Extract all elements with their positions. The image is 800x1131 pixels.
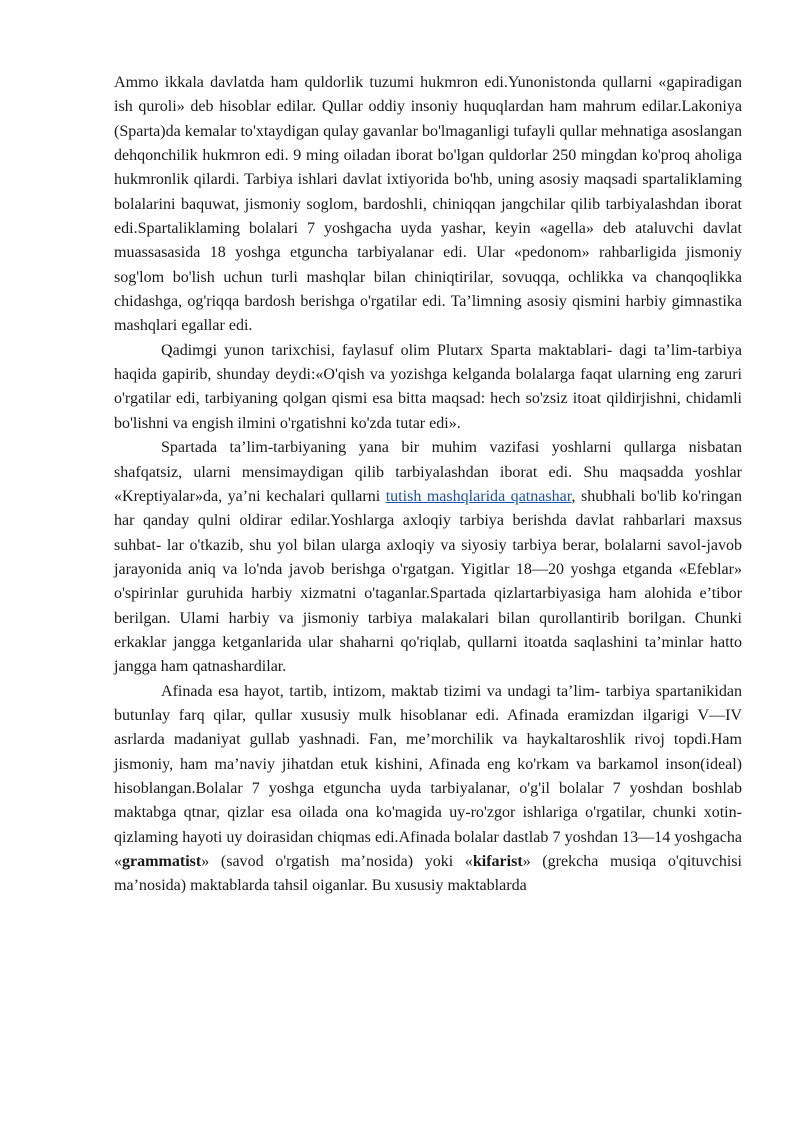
paragraph-3-text-start: Spartada ta’lim-tarbiyaning yana bir muhim vazifasi yoshlarni qullarga nisbatan shafqatsiz, ularni mensimaydigan qilib tarbiyalashdan iborat edi. Shu maqsadda yoshlar «Kreptiyalar»da, ya’ni kechalari qullarni	[114, 439, 742, 505]
grammatist-term: grammatist	[122, 853, 202, 870]
paragraph-4-text-middle: » (savod o'rgatish ma’nosida) yoki «	[201, 853, 473, 870]
paragraph-3	[114, 436, 742, 679]
paragraph-4-text-end: » (grekcha musiqa o'qituvchisi ma’nosida) maktablarda tahsil oiganlar. Bu xususiy maktablarda	[114, 853, 742, 895]
paragraph-4-text-start: Afinada esa hayot, tartib, intizom, maktab tizimi va undagi ta’lim- tarbiya spartanikidan butunlay farq qilar, qullar xususiy mulk hisoblanar edi. Afinada eramizdan ilgarigi V—IV asrlarda madaniyat gullab yashnadi. Fan, me’morchilik va haykaltaroshlik rivoj topdi.Ham jismoniy, ham ma’naviy jihatdan etuk kishini, Afinada eng ko'rkam va barkamol inson(ideal) hisoblangan.Bolalar 7 yoshga etguncha uyda tarbiyalanar, o'g'il bolalar 7 yoshdan boshlab maktabga qtnar, qizlar esa oilada ona ko'magida uy-ro'zgor ishlariga o'rgatilar, chunki xotin-qizlaming hayoti uy doirasidan chiqmas edi.Afinada bolalar dastlab 7 yoshdan 13—14 yoshgacha «	[114, 682, 742, 870]
tutish-mashqlarida-link[interactable]: tutish mashqlarida qatnashar	[385, 487, 572, 505]
document-page	[114, 71, 742, 899]
paragraph-1: Ammo ikkala davlatda ham quldorlik tuzumi hukmron edi.Yunonistonda qullarni «gapiradigan ish quroli» deb hisoblar edilar. Qullar oddiy insoniy huquqlardan ham mahrum edilar.Lakoniya (Sparta)da kemalar to'xtaydigan qulay gavanlar bo'lmaganligi tufayli qullar mehnatiga asoslangan dehqonchilik hukmron edi. 9 ming oiladan iborat bo'lgan quldorlar 250 mingdan ko'proq aholiga hukmronlik qilardi. Tarbiya ishlari davlat ixtiyorida bo'hb, uning asosiy maqsadi spartaliklaming bolalarini baquwat, jismoniy soglom, bardoshli, chiniqqan jangchilar qilib tarbiyalashdan iborat edi.Spartaliklaming bolalari 7 yoshgacha uyda yashar, keyin «agella» deb ataluvchi davlat muassasasida 18 yoshga etguncha tarbiyalanar edi. Ular «pedonom» rahbarligida jismoniy sog'lom bo'lish uchun turli mashqlar bilan chiniqtirilar, sovuqqa, ochlikka va chanqoqlikka chidashga, og'riqqa bardosh berishga o'rgatilar edi. Ta’limning asosiy qismini harbiy gimnastika mashqlari egallar edi.	[114, 74, 742, 335]
paragraph-3-text-end: , shubhali bo'lib ko'ringan har qanday qulni oldirar edilar.Yoshlarga axloqiy tarbiya berishda davlat rahbarlari maxsus suhbat- lar o'tkazib, shu yol bilan ularga axloqiy va siyosiy tarbiya berar, bolalarni savol-javob jarayonida aniq va lo'nda javob berishga o'rgatgan. Yigitlar 18—20 yoshga etganda «Efeblar» o'spirinlar guruhida harbiy xizmatni o'taganlar.Spartada qizlartarbiyasiga ham alohida e’tibor berilgan. Ulami harbiy va jismoniy tarbiya malakalari bilan qurollantirib borilgan. Chunki erkaklar jangga ketganlarida ular shaharni qo'riqlab, qullarni itoatda saqlashini ta’minlar hatto jangga ham qatnashardilar.	[114, 487, 743, 676]
paragraph-2: Qadimgi yunon tarixchisi, faylasuf olim Plutarx Sparta maktablari- dagi ta’lim-tarbiya haqida gapirib, shunday deydi:«O'qish va yozishga kelganda bolalarga faqat ularning eng zaruri o'rgatilar edi, tarbiyaning qolgan qismi esa bitta maqsad: hech so'zsiz itoat qildirjishni, chidamli bo'lishni va engish ilmini o'rgatishni ko'zda tutar edi».	[114, 341, 742, 432]
kifarist-term: kifarist	[472, 853, 523, 870]
paragraph-4	[114, 680, 742, 899]
